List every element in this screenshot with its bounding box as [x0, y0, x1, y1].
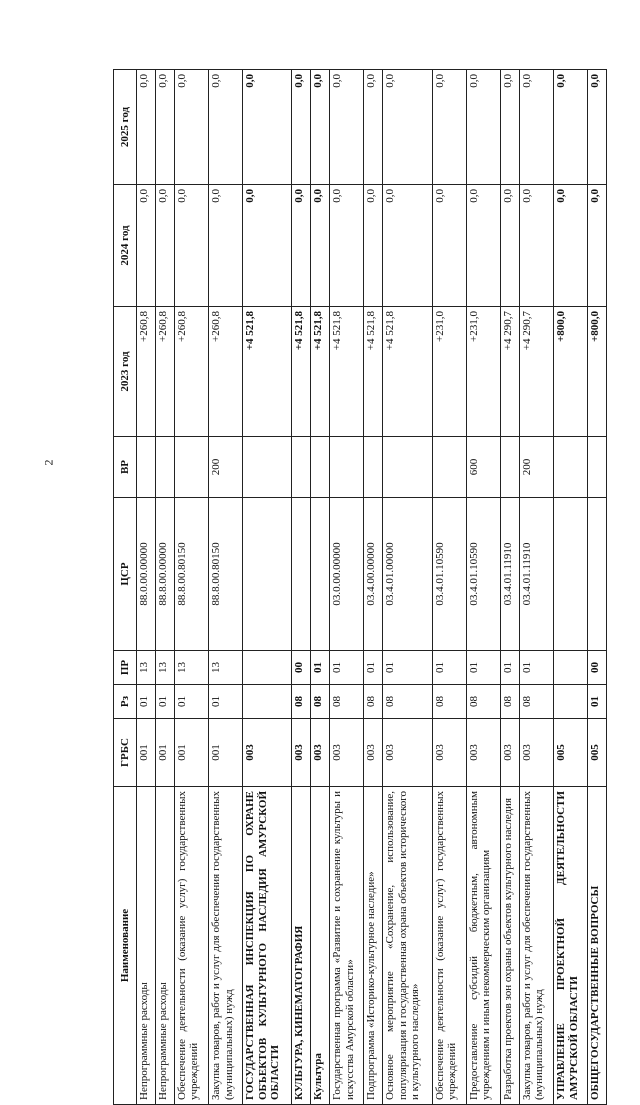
- cell-2024: 0,0: [500, 185, 519, 307]
- cell-name: Обеспечение деятельности (оказание услуг) государственных учреждений: [432, 787, 466, 1105]
- cell-vr: 200: [519, 437, 553, 498]
- col-header-csr: ЦСР: [114, 498, 137, 651]
- cell-2025: 0,0: [500, 70, 519, 185]
- cell-2023: +4 521,8: [311, 307, 330, 437]
- cell-vr: 200: [208, 437, 242, 498]
- cell-2025: 0,0: [432, 70, 466, 185]
- cell-2025: 0,0: [588, 70, 607, 185]
- table-header-row: [114, 70, 137, 1105]
- table-row: [383, 70, 432, 1105]
- cell-2024: 0,0: [553, 185, 587, 307]
- cell-pr: 01: [432, 651, 466, 685]
- table-row: [208, 70, 242, 1105]
- cell-2025: 0,0: [292, 70, 311, 185]
- col-header-pr: ПР: [114, 651, 137, 685]
- cell-vr: [383, 437, 432, 498]
- cell-grbs: 003: [466, 719, 500, 787]
- cell-csr: 03.0.00.00000: [330, 498, 364, 651]
- rotated-page-content: [113, 70, 607, 1105]
- cell-rz: [243, 685, 292, 719]
- cell-2024: 0,0: [292, 185, 311, 307]
- cell-2023: +4 521,8: [364, 307, 383, 437]
- cell-csr: 03.4.01.11910: [500, 498, 519, 651]
- cell-2023: +4 521,8: [383, 307, 432, 437]
- table-row: [466, 70, 500, 1105]
- col-header-2025: 2025 год: [114, 70, 137, 185]
- cell-2024: 0,0: [311, 185, 330, 307]
- cell-grbs: 001: [137, 719, 156, 787]
- cell-csr: 03.4.01.00000: [383, 498, 432, 651]
- table-row: [292, 70, 311, 1105]
- cell-vr: [292, 437, 311, 498]
- table-row: [155, 70, 174, 1105]
- cell-2025: 0,0: [383, 70, 432, 185]
- cell-vr: [137, 437, 156, 498]
- cell-2023: +231,0: [432, 307, 466, 437]
- cell-2024: 0,0: [364, 185, 383, 307]
- cell-pr: 13: [137, 651, 156, 685]
- cell-2024: 0,0: [208, 185, 242, 307]
- cell-2024: 0,0: [243, 185, 292, 307]
- cell-csr: [553, 498, 587, 651]
- cell-name: УПРАВЛЕНИЕ ПРОЕКТНОЙ ДЕЯТЕЛЬНОСТИ АМУРСКОЙ ОБЛАСТИ: [553, 787, 587, 1105]
- cell-rz: 01: [155, 685, 174, 719]
- cell-grbs: 001: [174, 719, 208, 787]
- cell-csr: 88.8.00.80150: [208, 498, 242, 651]
- cell-name: Культура: [311, 787, 330, 1105]
- cell-2025: 0,0: [364, 70, 383, 185]
- cell-grbs: 005: [588, 719, 607, 787]
- cell-pr: 01: [364, 651, 383, 685]
- cell-rz: 08: [519, 685, 553, 719]
- table-row: [519, 70, 553, 1105]
- table-row: [432, 70, 466, 1105]
- cell-rz: [553, 685, 587, 719]
- cell-2025: 0,0: [137, 70, 156, 185]
- cell-2023: +800,0: [553, 307, 587, 437]
- cell-pr: 00: [292, 651, 311, 685]
- cell-vr: [311, 437, 330, 498]
- cell-pr: [243, 651, 292, 685]
- cell-name: ГОСУДАРСТВЕННАЯ ИНСПЕКЦИЯ ПО ОХРАНЕ ОБЪЕКТОВ КУЛЬТУРНОГО НАСЛЕДИЯ АМУРСКОЙ ОБЛАСТИ: [243, 787, 292, 1105]
- cell-rz: 08: [466, 685, 500, 719]
- cell-grbs: 003: [330, 719, 364, 787]
- cell-2023: +4 521,8: [243, 307, 292, 437]
- cell-name: Непрограммные расходы: [137, 787, 156, 1105]
- cell-vr: 600: [466, 437, 500, 498]
- cell-rz: 08: [364, 685, 383, 719]
- cell-vr: [364, 437, 383, 498]
- cell-rz: 08: [330, 685, 364, 719]
- cell-csr: [588, 498, 607, 651]
- cell-vr: [588, 437, 607, 498]
- cell-grbs: 005: [553, 719, 587, 787]
- cell-name: Закупка товаров, работ и услуг для обеспечения государственных (муниципальных) нужд: [519, 787, 553, 1105]
- cell-2024: 0,0: [432, 185, 466, 307]
- cell-2025: 0,0: [466, 70, 500, 185]
- cell-csr: [243, 498, 292, 651]
- cell-pr: 13: [174, 651, 208, 685]
- cell-2024: 0,0: [588, 185, 607, 307]
- cell-2024: 0,0: [155, 185, 174, 307]
- cell-csr: [292, 498, 311, 651]
- cell-pr: 13: [208, 651, 242, 685]
- cell-2023: +4 521,8: [330, 307, 364, 437]
- col-header-grbs: ГРБС: [114, 719, 137, 787]
- table-row: [588, 70, 607, 1105]
- table-row: [243, 70, 292, 1105]
- cell-csr: 03.4.01.10590: [432, 498, 466, 651]
- cell-pr: 00: [588, 651, 607, 685]
- cell-name: Разработка проектов зон охраны объектов культурного наследия: [500, 787, 519, 1105]
- cell-2024: 0,0: [137, 185, 156, 307]
- cell-csr: 03.4.00.00000: [364, 498, 383, 651]
- cell-rz: 01: [137, 685, 156, 719]
- cell-2025: 0,0: [330, 70, 364, 185]
- cell-grbs: 003: [364, 719, 383, 787]
- cell-rz: 08: [311, 685, 330, 719]
- cell-name: Непрограммные расходы: [155, 787, 174, 1105]
- cell-name: Основное мероприятие «Сохранение, использование, популяризация и государственная охрана объектов исторического и культурного наследия»: [383, 787, 432, 1105]
- cell-csr: 03.4.01.11910: [519, 498, 553, 651]
- cell-pr: 01: [519, 651, 553, 685]
- cell-grbs: 001: [208, 719, 242, 787]
- cell-2025: 0,0: [208, 70, 242, 185]
- cell-pr: [553, 651, 587, 685]
- page-number: 2: [41, 459, 56, 466]
- budget-table: [113, 69, 607, 1105]
- cell-2024: 0,0: [330, 185, 364, 307]
- cell-rz: 08: [292, 685, 311, 719]
- cell-rz: 08: [432, 685, 466, 719]
- cell-grbs: 003: [292, 719, 311, 787]
- cell-grbs: 003: [519, 719, 553, 787]
- cell-2024: 0,0: [466, 185, 500, 307]
- cell-2023: +260,8: [155, 307, 174, 437]
- cell-pr: 13: [155, 651, 174, 685]
- col-header-rz: Рз: [114, 685, 137, 719]
- cell-2023: +800,0: [588, 307, 607, 437]
- cell-name: ОБЩЕГОСУДАРСТВЕННЫЕ ВОПРОСЫ: [588, 787, 607, 1105]
- cell-name: Государственная программа «Развитие и сохранение культуры и искусства Амурской области»: [330, 787, 364, 1105]
- col-header-2023: 2023 год: [114, 307, 137, 437]
- cell-vr: [432, 437, 466, 498]
- cell-rz: 08: [383, 685, 432, 719]
- cell-2024: 0,0: [174, 185, 208, 307]
- cell-2025: 0,0: [243, 70, 292, 185]
- cell-grbs: 003: [311, 719, 330, 787]
- cell-grbs: 003: [383, 719, 432, 787]
- cell-vr: [174, 437, 208, 498]
- cell-pr: 01: [311, 651, 330, 685]
- cell-name: Закупка товаров, работ и услуг для обеспечения государственных (муниципальных) нужд: [208, 787, 242, 1105]
- cell-2023: +260,8: [174, 307, 208, 437]
- table-row: [500, 70, 519, 1105]
- cell-2023: +260,8: [137, 307, 156, 437]
- cell-csr: 88.8.00.00000: [155, 498, 174, 651]
- table-body: [137, 70, 607, 1105]
- cell-csr: 88.0.00.00000: [137, 498, 156, 651]
- cell-name: КУЛЬТУРА, КИНЕМАТОГРАФИЯ: [292, 787, 311, 1105]
- col-header-vr: ВР: [114, 437, 137, 498]
- cell-2023: +231,0: [466, 307, 500, 437]
- col-header-name: Наименование: [114, 787, 137, 1105]
- cell-rz: 08: [500, 685, 519, 719]
- cell-2023: +260,8: [208, 307, 242, 437]
- cell-2025: 0,0: [553, 70, 587, 185]
- cell-pr: 01: [500, 651, 519, 685]
- cell-rz: 01: [174, 685, 208, 719]
- cell-2024: 0,0: [519, 185, 553, 307]
- cell-2023: +4 290,7: [500, 307, 519, 437]
- cell-vr: [155, 437, 174, 498]
- cell-pr: 01: [330, 651, 364, 685]
- cell-csr: 03.4.01.10590: [466, 498, 500, 651]
- cell-2025: 0,0: [174, 70, 208, 185]
- cell-2024: 0,0: [383, 185, 432, 307]
- table-row: [330, 70, 364, 1105]
- cell-grbs: 003: [432, 719, 466, 787]
- cell-pr: 01: [383, 651, 432, 685]
- cell-name: Обеспечение деятельности (оказание услуг) государственных учреждений: [174, 787, 208, 1105]
- cell-2025: 0,0: [519, 70, 553, 185]
- cell-csr: 88.8.00.80150: [174, 498, 208, 651]
- cell-csr: [311, 498, 330, 651]
- cell-vr: [500, 437, 519, 498]
- cell-vr: [243, 437, 292, 498]
- table-row: [137, 70, 156, 1105]
- cell-rz: 01: [208, 685, 242, 719]
- table-row: [311, 70, 330, 1105]
- table-row: [553, 70, 587, 1105]
- cell-2025: 0,0: [311, 70, 330, 185]
- cell-vr: [330, 437, 364, 498]
- cell-grbs: 003: [243, 719, 292, 787]
- cell-grbs: 003: [500, 719, 519, 787]
- cell-pr: 01: [466, 651, 500, 685]
- cell-vr: [553, 437, 587, 498]
- cell-grbs: 001: [155, 719, 174, 787]
- cell-2023: +4 290,7: [519, 307, 553, 437]
- cell-name: Предоставление субсидий бюджетным, автономным учреждениям и иным некоммерческим организациям: [466, 787, 500, 1105]
- cell-name: Подпрограмма «Историко-культурное наследие»: [364, 787, 383, 1105]
- table-row: [174, 70, 208, 1105]
- cell-2025: 0,0: [155, 70, 174, 185]
- cell-2023: +4 521,8: [292, 307, 311, 437]
- cell-rz: 01: [588, 685, 607, 719]
- col-header-2024: 2024 год: [114, 185, 137, 307]
- table-row: [364, 70, 383, 1105]
